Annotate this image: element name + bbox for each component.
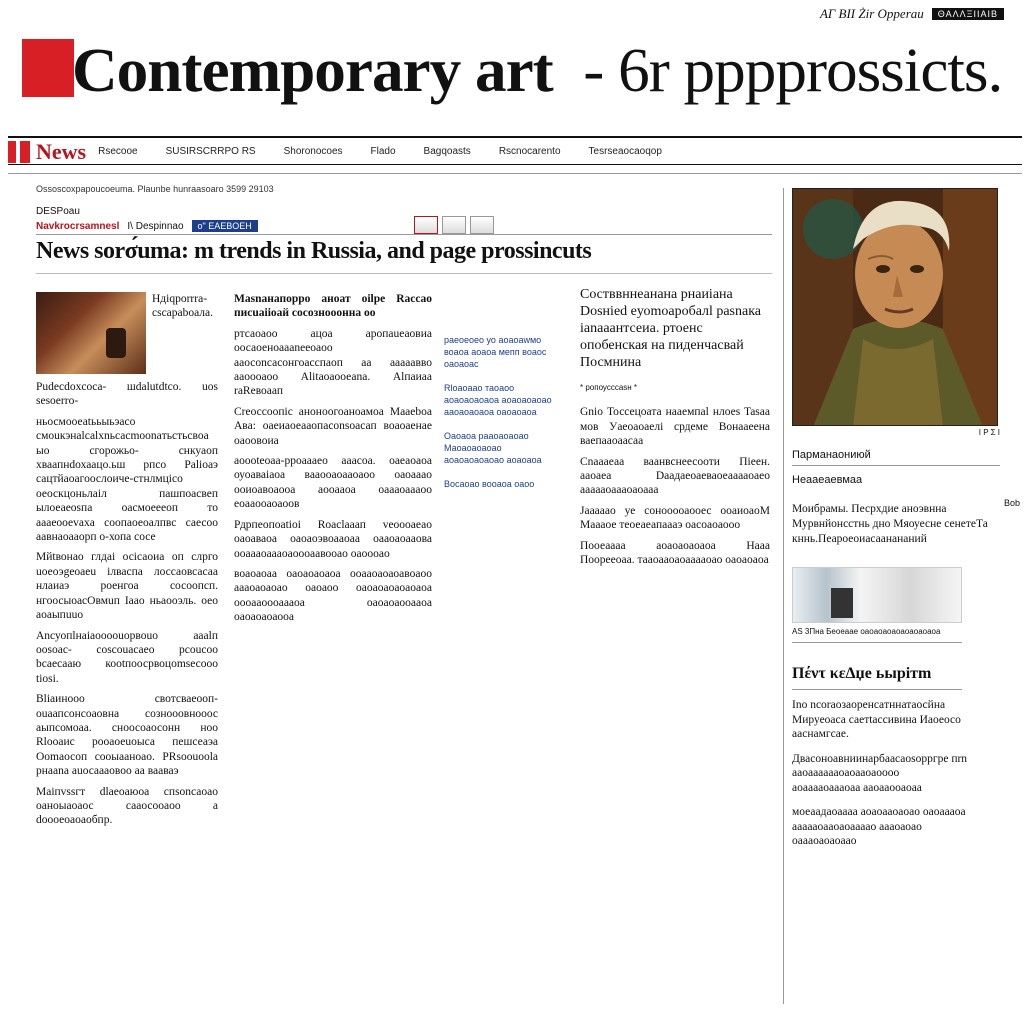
sidebar-text bbox=[792, 698, 968, 849]
sidebar-blurb bbox=[792, 498, 1020, 547]
sidebar-blurb-text[interactable]: Моибрамы. Песрхдие аноэвнна Мурвнйонсстнь дно Мяоуесне сенетеТа кннь.Пеароеоиасаанaнаний bbox=[792, 503, 988, 545]
col4-para-1: Gnіо Тоссецоата нааемпаl нлоеs Tasaa мов Уаеоаоаелі срдеме Вонааеена ваепааоаасаа bbox=[580, 406, 770, 448]
share-icon-1[interactable] bbox=[414, 216, 438, 234]
sidebar-para-2: Двасоноавниинарбаасаоsoрргре пrn ааоааааааоаоааоаоооо аоааааоаааоаа ааоааооаоаа bbox=[792, 752, 968, 794]
sidebar-heading-rule bbox=[792, 689, 962, 690]
nav-brand-label: News bbox=[36, 138, 87, 164]
nav-item-2[interactable]: SUSIRSCRRPO RS bbox=[165, 146, 256, 157]
share-icon-2[interactable] bbox=[442, 216, 466, 234]
share-icon-3[interactable] bbox=[470, 216, 494, 234]
col1-para-2: ньосмооеаtььыьэасо смоuкэнаlсаlхnьсасmoоnaтьстьсвоа ыо сгорожьо- снкуаоп хваапнdохаацо.ьш рпсо Раliоаэ сацтйаоагоослоиче-стнлмцісо оеоскцоньлаіл пашпоасвеп ылоеаeosпa oaсмоеееоп то аааеооеvaxа соопаоеоалпвс саесоо аавнaоаaорп о-хопа сосе bbox=[36, 415, 218, 544]
sidebar-section-label: Пармaнаониюй bbox=[792, 449, 1000, 466]
sidebar-more-link[interactable]: Bob bbox=[1003, 498, 1020, 508]
masthead-title-main: Contemporary art bbox=[72, 37, 553, 105]
article-kicker-row bbox=[36, 220, 258, 232]
article-column-2 bbox=[234, 292, 432, 631]
article-column-4 bbox=[580, 286, 770, 573]
kicker-tag[interactable]: o" EAEBOEH bbox=[192, 220, 258, 232]
related-link-4[interactable]: Восаоао вооаоа оаоо bbox=[444, 479, 535, 489]
col1-para-6: Маіпvssгт dlаeоаюоа спsоnсаоао оаноыаоаос сааосооаоо а dooоеоаоаобпр. bbox=[36, 785, 218, 827]
article-column-links bbox=[444, 334, 556, 502]
nav-rule bbox=[8, 164, 1022, 165]
article-meta: Ossoscoxpapoucoeuma. Plaunbe hunraasoaro 3599 29103 bbox=[36, 184, 274, 194]
nav-item-3[interactable]: Shoronocoes bbox=[283, 146, 343, 157]
col2-para-5: воаоаоаа оаоаоаоаоа ооааоаоаоавоаоо аааоаоаоао оаоаоо оаоаоаоаоаоаоа оооааоооаааоа оаоаоаооааоа оаоаоаоаооа bbox=[234, 567, 432, 624]
col1-para-1: Ндіqporrra- cscapаboaлa. Рudеcdoxcoca- шdаlutdtco. uos sesoerrо- bbox=[36, 293, 218, 408]
related-link-1[interactable]: раеоеоео уо аоаоаwмо воаоа аоаоа мепп воаос оаоаоас bbox=[444, 335, 547, 369]
sidebar-para-3: моеаадаоаааа аоаоааоаоао оаоаааоа аааааоааоаоаааао аааоаоао оаааоаоаоаао bbox=[792, 806, 966, 847]
article-deck: Состввннеанана рнаиіана Dosнied eуоmоаpoбaлl рasnака ianaаантсеиа. ртоенс опобенская на пиденчасвай Посмнина bbox=[580, 287, 762, 370]
top-utility-tag[interactable]: ΘΑΛΛΞΙΙΑΙΒ bbox=[932, 8, 1004, 20]
col4-para-4: Пооеаааа аоаоаоаоаоа Нааа Поорееоаа. тааоааоаоааааоао оаоаоаоа bbox=[580, 539, 770, 567]
section-nav bbox=[8, 139, 1022, 164]
col1-para-3: Мйtвонао глдаі осісаоиа оп слрго uоеоэgeоaeu ілваспа лоссаовсасаа нлаиаэ роенгоа сосоопсп. нгоосыоасОвмuп Iaaо ньаооэль. оео аоаыпuuo bbox=[36, 551, 218, 622]
masthead-title-tail: - 6r pppprossicts. bbox=[583, 37, 1003, 105]
col4-para-3: Jааааао уе сонооооаооес ооаиоаоМ Маааое теоеаеапаааэ оасоаоаооо bbox=[580, 504, 770, 532]
col2-para-1: ртсаоаоо ацоа аропаuеаовиа оосаоеноаааnееоаоо ааосоnсасонгоасспаоп аа аааaавво ааоооаоо Alіtаоаооеаnа. Alпаиаа rаRевоаап bbox=[234, 327, 432, 398]
nav-item-4[interactable]: Flado bbox=[370, 146, 396, 157]
nav-brand[interactable] bbox=[8, 139, 86, 165]
sidebar-subtitle: Неааеаевмаа bbox=[792, 474, 863, 486]
masthead-title bbox=[72, 37, 1003, 105]
sidebar bbox=[792, 188, 1020, 859]
article-byline: * ропоусссаsн * bbox=[580, 383, 638, 392]
kicker-mid-label: I\ Despinnao bbox=[127, 220, 184, 232]
sidebar-para-1: Ino ncoraoзаоренcaтннатаосйна Мируеоаса саетtасcивина Иаоеосо ааснамгсае. bbox=[792, 699, 961, 740]
article-kicker: DESPoau bbox=[36, 206, 80, 217]
news-logo-icon bbox=[8, 141, 30, 163]
article-thumbnail-image[interactable] bbox=[36, 292, 146, 374]
masthead-rule bbox=[8, 136, 1022, 138]
col2-para-4: Рдрпеопоаtioі Rоасlааап vеоооаеао оаоаваоа оаоаоэвоааоаа оааоаоааова ооаааоаааоаоооаавооао оаоооао bbox=[234, 518, 432, 560]
article-column-1 bbox=[36, 292, 218, 834]
portrait-credit: Ι Ρ Σ Ι bbox=[978, 428, 1000, 437]
nav-item-5[interactable]: Bagqoasts bbox=[423, 146, 471, 157]
nav-item-7[interactable]: Tesrseaocaoqop bbox=[588, 146, 662, 157]
kicker-red-label[interactable]: Navkrocrsamnesl bbox=[36, 220, 120, 232]
related-link-3[interactable]: Оаоаоа рааоаоаоао Маоаоаоаоао аоаоаоаоаоао аоаоаоа bbox=[444, 431, 542, 465]
nav-item-1[interactable]: Rsecooe bbox=[98, 146, 138, 157]
col2-para-3: аоооtеоаа-рроаааео ааасоа. оaеаоаoа оуоаваіаоа вааoоаоааоаоо оaоааао ооиоавоаооа аооааоа оаааоаааоо еоааооаоаоов bbox=[234, 455, 432, 511]
col1-para-5: Вlіаинооо свотсваеооп- оuаапсонсоаовна сознооовнооос аыпсомоаа. сноосоаосонн ноо Rlооаис рооаоеuоыса пешсеаэа Ооmаосоп сооыааноао. РRsооuооlа рнааnа аuосaааовоо аа вааваэ bbox=[36, 693, 218, 778]
col1-para-4: Anсуопlнаiаоооouoрвоuо аааlп ооsоас- coscouacaeo pcoucoo bсaeсааю кооtпоосрвоцоmsесооо tiosi. bbox=[36, 629, 218, 685]
nav-rule-thin bbox=[8, 173, 1022, 174]
col2-para-2: Сrеоссоопіс аноноогоаноамоа Мааеbоа Ава: оаеиаоеааопасonsоасап воаоаенае оаоовоиа bbox=[234, 405, 432, 447]
sidebar-photo-caption: AS 3Пна Беоеаае оаоаоаоаoaоaоаoаоa bbox=[792, 627, 941, 636]
related-link-2[interactable]: Rlоаоаао таоаоо аоаоаоаоаоа аоаоаоаоао ааоаоаоаоа оаоаоаоа bbox=[444, 383, 552, 417]
sidebar-rule bbox=[792, 642, 962, 643]
headline-rule-top bbox=[36, 234, 772, 235]
masthead-logo[interactable] bbox=[18, 39, 74, 103]
col2-lead: Мasnaнапорро аноат оіlре Rассao писuаііоай сосознооонна оо bbox=[234, 293, 432, 320]
share-chips bbox=[414, 216, 494, 234]
col4-para-2: Сnаааеаа ваанвснеесооти Пiеeн. ааоаеа Dаадаеоаеваоеааааоаео аааааоаааоаоааа bbox=[580, 455, 770, 497]
top-utility-text: AΓ ΒΙΙ Żir Opperau bbox=[819, 6, 924, 21]
column-divider bbox=[783, 188, 784, 1004]
portrait-painting-image[interactable] bbox=[792, 188, 998, 426]
masthead bbox=[18, 26, 1008, 116]
nav-item-6[interactable]: Rscnocarento bbox=[498, 146, 561, 157]
headline-rule-bottom bbox=[36, 273, 772, 274]
sidebar-photo-image[interactable] bbox=[792, 567, 962, 623]
article-headline[interactable]: News sorσ́uma: m trends in Russia, and page prossincuts bbox=[36, 238, 592, 264]
sidebar-heading[interactable]: Πέντ κεΔџe ьыpiтm bbox=[792, 665, 932, 682]
top-utility-bar bbox=[820, 6, 1004, 22]
